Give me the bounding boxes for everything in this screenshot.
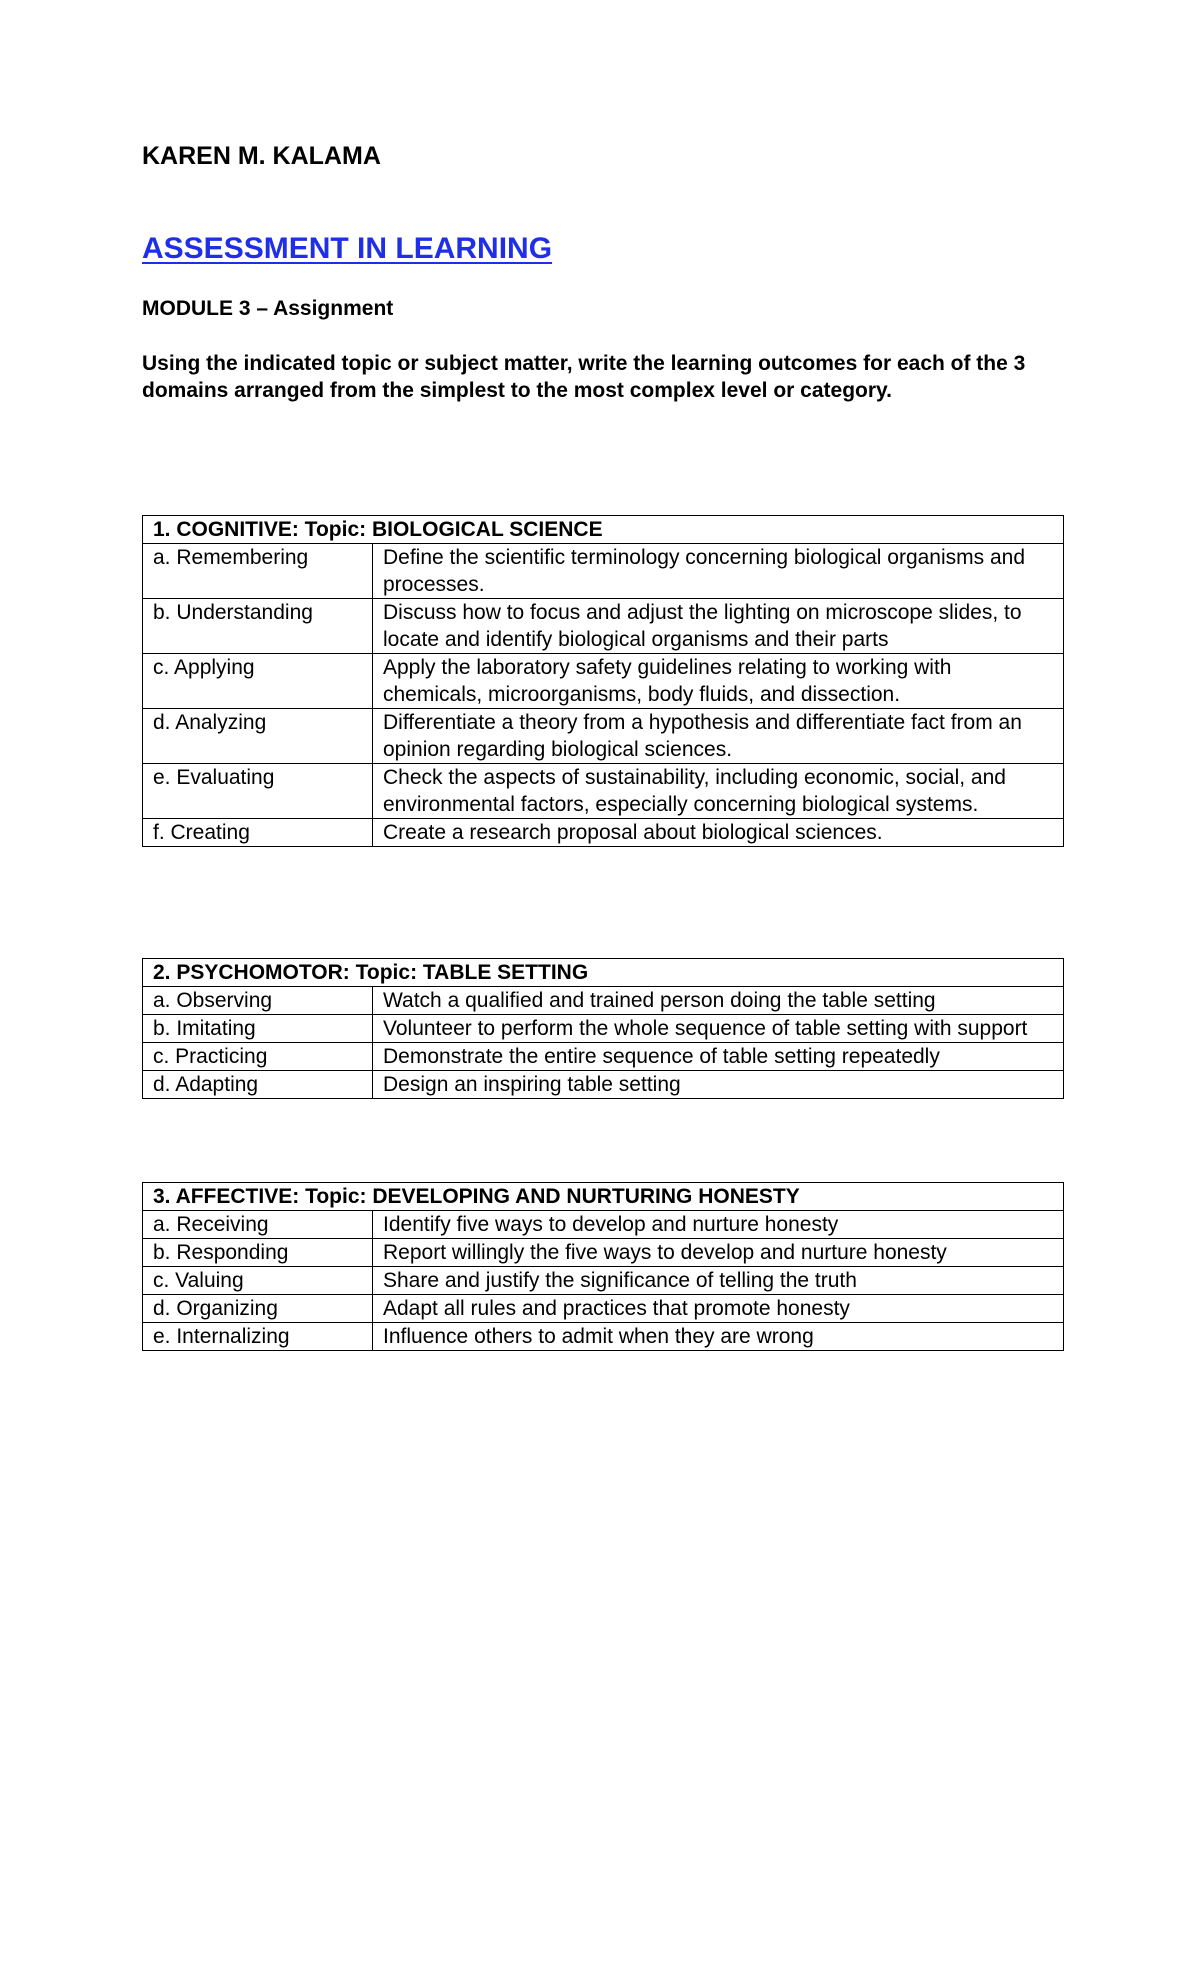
cognitive-heading: 1. COGNITIVE: Topic: BIOLOGICAL SCIENCE: [143, 516, 1064, 544]
table-row: [143, 1043, 1064, 1071]
table-row: [143, 764, 1064, 819]
outcome-cell: Identify five ways to develop and nurture honesty: [373, 1211, 1064, 1239]
outcome-cell: Apply the laboratory safety guidelines relating to working with chemicals, microorganisms, body fluids, and dissection.: [373, 654, 1064, 709]
cognitive-table: [142, 515, 1064, 847]
level-cell: b. Understanding: [143, 599, 373, 654]
level-cell: f. Creating: [143, 819, 373, 847]
level-cell: d. Organizing: [143, 1295, 373, 1323]
level-cell: c. Practicing: [143, 1043, 373, 1071]
table-row: [143, 1295, 1064, 1323]
table-row: [143, 1071, 1064, 1099]
table-heading-row: [143, 1183, 1064, 1211]
outcome-cell: Create a research proposal about biological sciences.: [373, 819, 1064, 847]
outcome-cell: Discuss how to focus and adjust the lighting on microscope slides, to locate and identify biological organisms and their parts: [373, 599, 1064, 654]
module-label: MODULE 3 – Assignment: [142, 297, 394, 320]
table-row: [143, 709, 1064, 764]
affective-heading: 3. AFFECTIVE: Topic: DEVELOPING AND NURTURING HONESTY: [143, 1183, 1064, 1211]
outcome-cell: Differentiate a theory from a hypothesis and differentiate fact from an opinion regarding biological sciences.: [373, 709, 1064, 764]
instructions-text: Using the indicated topic or subject matter, write the learning outcomes for each of the 3 domains arranged from the simplest to the most complex level or category.: [142, 352, 1026, 402]
psychomotor-table: [142, 958, 1064, 1099]
table-row: [143, 1239, 1064, 1267]
level-cell: c. Valuing: [143, 1267, 373, 1295]
level-cell: e. Internalizing: [143, 1323, 373, 1351]
level-cell: d. Analyzing: [143, 709, 373, 764]
outcome-cell: Watch a qualified and trained person doing the table setting: [373, 987, 1064, 1015]
level-cell: a. Observing: [143, 987, 373, 1015]
table-row: [143, 599, 1064, 654]
table-row: [143, 654, 1064, 709]
level-cell: e. Evaluating: [143, 764, 373, 819]
table-heading-row: [143, 959, 1064, 987]
outcome-cell: Define the scientific terminology concerning biological organisms and processes.: [373, 544, 1064, 599]
table-row: [143, 544, 1064, 599]
outcome-cell: Adapt all rules and practices that promote honesty: [373, 1295, 1064, 1323]
outcome-cell: Share and justify the significance of telling the truth: [373, 1267, 1064, 1295]
outcome-cell: Influence others to admit when they are wrong: [373, 1323, 1064, 1351]
table-row: [143, 1267, 1064, 1295]
level-cell: d. Adapting: [143, 1071, 373, 1099]
level-cell: b. Imitating: [143, 1015, 373, 1043]
outcome-cell: Volunteer to perform the whole sequence of table setting with support: [373, 1015, 1064, 1043]
outcome-cell: Design an inspiring table setting: [373, 1071, 1064, 1099]
table-heading-row: [143, 516, 1064, 544]
table-row: [143, 1211, 1064, 1239]
table-row: [143, 1323, 1064, 1351]
outcome-cell: Check the aspects of sustainability, including economic, social, and environmental factors, especially concerning biological systems.: [373, 764, 1064, 819]
document-title[interactable]: ASSESSMENT IN LEARNING: [142, 232, 553, 265]
table-row: [143, 819, 1064, 847]
table-row: [143, 1015, 1064, 1043]
author-name: KAREN M. KALAMA: [142, 142, 381, 170]
table-row: [143, 987, 1064, 1015]
affective-table: [142, 1182, 1064, 1351]
level-cell: a. Remembering: [143, 544, 373, 599]
outcome-cell: Demonstrate the entire sequence of table setting repeatedly: [373, 1043, 1064, 1071]
outcome-cell: Report willingly the five ways to develop and nurture honesty: [373, 1239, 1064, 1267]
level-cell: b. Responding: [143, 1239, 373, 1267]
level-cell: c. Applying: [143, 654, 373, 709]
level-cell: a. Receiving: [143, 1211, 373, 1239]
psychomotor-heading: 2. PSYCHOMOTOR: Topic: TABLE SETTING: [143, 959, 1064, 987]
